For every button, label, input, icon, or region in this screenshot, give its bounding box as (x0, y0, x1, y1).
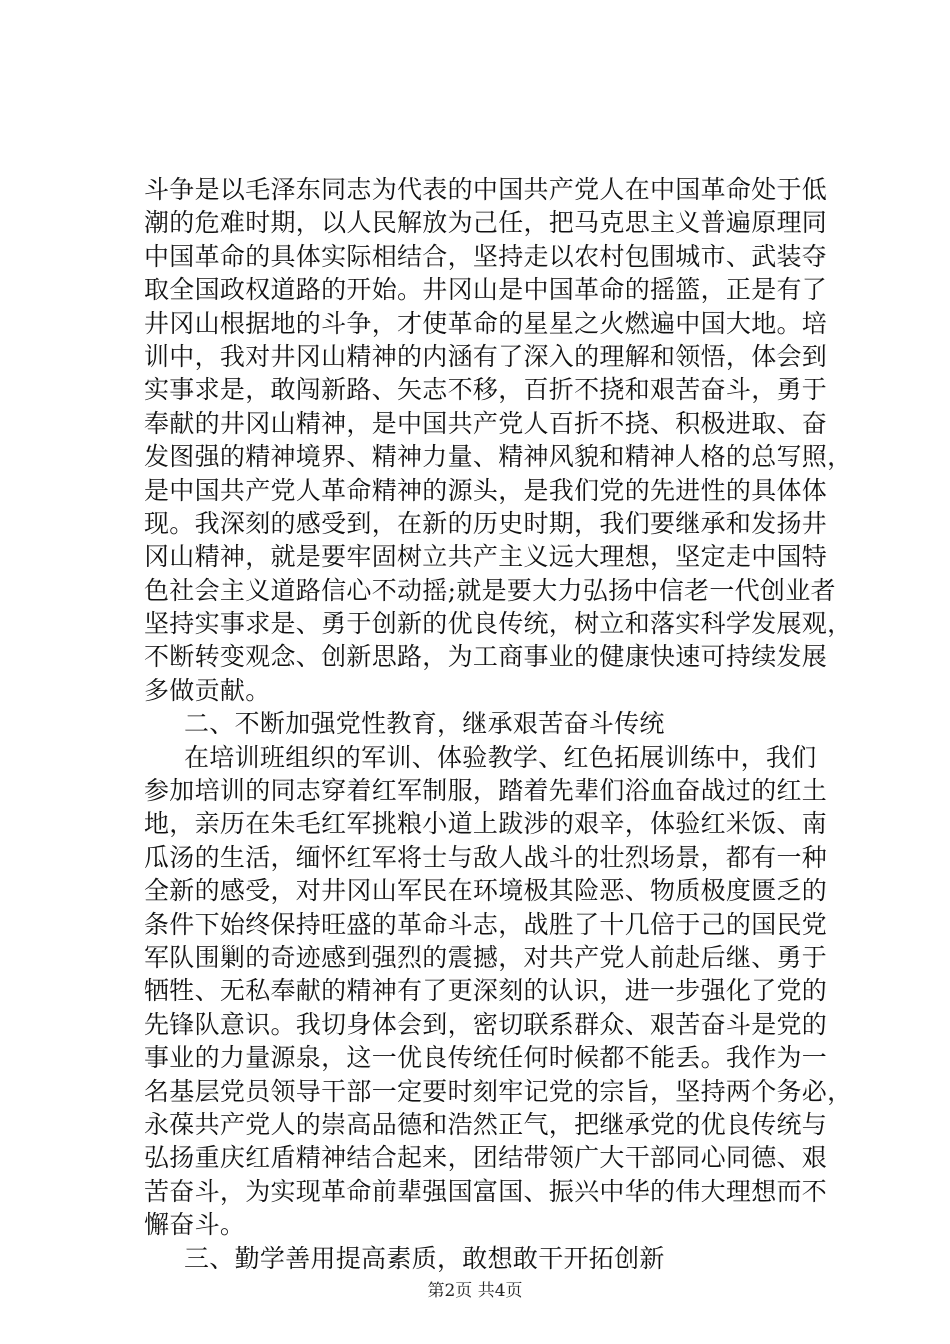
text-line: 全新的感受，对井冈山军民在环境极其险恶、物质极度匮乏的 (144, 876, 828, 906)
text-line: 永葆共产党人的崇高品德和浩然正气，把继承党的优良传统与 (144, 1109, 828, 1139)
text-line: 发图强的精神境界、精神力量、精神风貌和精神人格的总写照， (144, 442, 853, 472)
text-line: 冈山精神，就是要牢固树立共产主义远大理想，坚定走中国特 (144, 542, 828, 572)
text-line: 井冈山根据地的斗争，才使革命的星星之火燃遍中国大地。培 (144, 308, 828, 338)
text-line: 是中国共产党人革命精神的源头，是我们党的先进性的具体体 (144, 475, 828, 505)
paragraph-first-line: 在培训班组织的军训、体验教学、红色拓展训练中，我们 (184, 742, 817, 772)
section-heading: 二、不断加强党性教育，继承艰苦奋斗传统 (184, 709, 665, 739)
document-body (144, 173, 853, 1275)
text-line: 先锋队意识。我切身体会到，密切联系群众、艰苦奋斗是党的 (144, 1009, 828, 1039)
text-line: 军队围剿的奇迹感到强烈的震撼，对共产党人前赴后继、勇于 (144, 942, 828, 972)
text-line: 苦奋斗，为实现革命前辈强国富国、振兴中华的伟大理想而不 (144, 1176, 828, 1206)
text-line: 瓜汤的生活，缅怀红军将士与敌人战斗的壮烈场景，都有一种 (144, 842, 828, 872)
text-line: 牺牲、无私奉献的精神有了更深刻的认识，进一步强化了党的 (144, 976, 828, 1006)
text-line: 弘扬重庆红盾精神结合起来，团结带领广大干部同心同德、艰 (144, 1143, 828, 1173)
text-line: 条件下始终保持旺盛的革命斗志，战胜了十几倍于己的国民党 (144, 909, 828, 939)
text-line: 取全国政权道路的开始。井冈山是中国革命的摇篮，正是有了 (144, 275, 828, 305)
text-line: 多做贡献。 (144, 675, 271, 705)
text-line: 地，亲历在朱毛红军挑粮小道上跋涉的艰辛，体验红米饭、南 (144, 809, 828, 839)
text-line: 懈奋斗。 (144, 1210, 246, 1240)
page-number-footer: 第2页 共4页 (427, 1281, 523, 1301)
section-heading: 三、勤学善用提高素质，敢想敢干开拓创新 (184, 1243, 665, 1273)
text-line: 训中，我对井冈山精神的内涵有了深入的理解和领悟，体会到 (144, 341, 828, 371)
text-line: 潮的危难时期，以人民解放为己任，把马克思主义普遍原理同 (144, 208, 828, 238)
text-line: 现。我深刻的感受到，在新的历史时期，我们要继承和发扬井 (144, 508, 828, 538)
text-line: 事业的力量源泉，这一优良传统任何时候都不能丢。我作为一 (144, 1043, 828, 1073)
text-line: 参加培训的同志穿着红军制服，踏着先辈们浴血奋战过的红土 (144, 776, 828, 806)
text-line: 实事求是，敢闯新路、矢志不移，百折不挠和艰苦奋斗，勇于 (144, 375, 828, 405)
text-line: 奉献的井冈山精神，是中国共产党人百折不挠、积极进取、奋 (144, 408, 828, 438)
text-line: 不断转变观念、创新思路，为工商事业的健康快速可持续发展 (144, 642, 828, 672)
text-line: 斗争是以毛泽东同志为代表的中国共产党人在中国革命处于低 (144, 175, 828, 204)
text-line: 中国革命的具体实际相结合，坚持走以农村包围城市、武装夺 (144, 241, 828, 271)
text-line: 色社会主义道路信心不动摇;就是要大力弘扬中信老一代创业者 (144, 575, 836, 605)
text-line: 名基层党员领导干部一定要时刻牢记党的宗旨，坚持两个务必， (144, 1076, 853, 1106)
text-line: 坚持实事求是、勇于创新的优良传统，树立和落实科学发展观， (144, 609, 853, 639)
